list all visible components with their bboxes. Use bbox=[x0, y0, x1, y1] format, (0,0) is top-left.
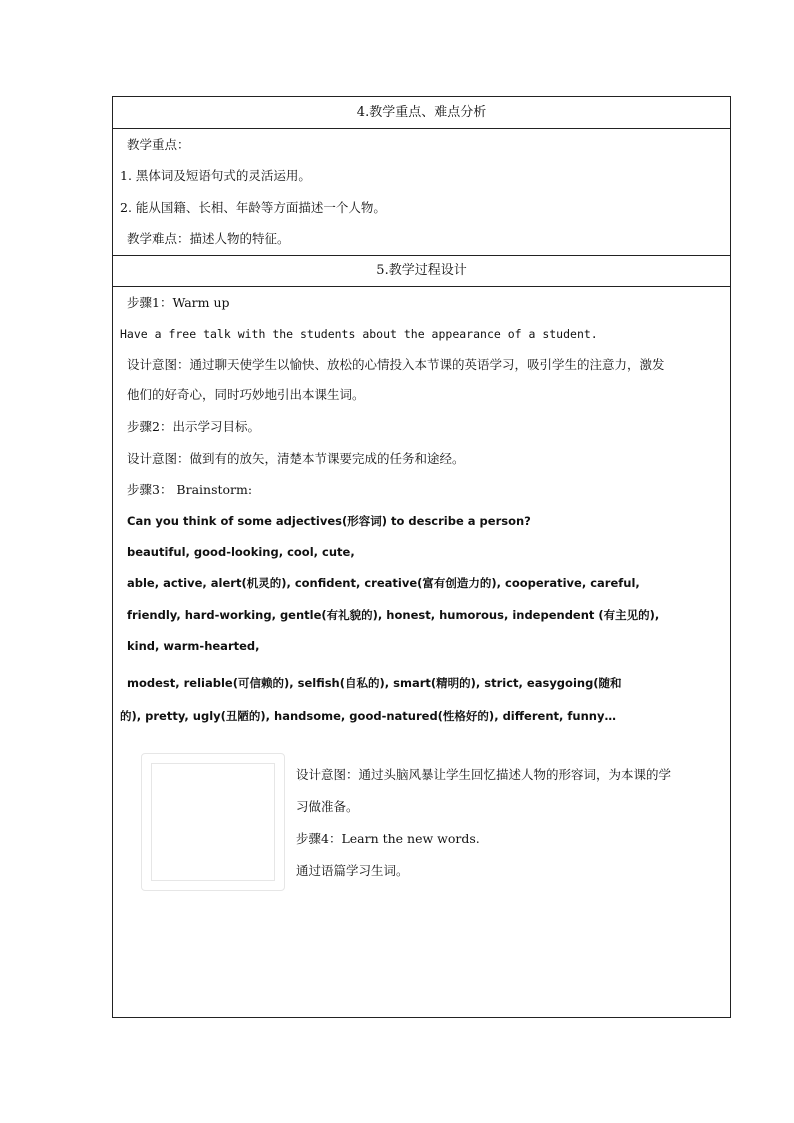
focus-item-1: 1. 黑体词及短语句式的灵活运用。 bbox=[120, 168, 311, 183]
adjectives-line-6: 的), pretty, ugly(丑陋的), handsome, good-natured(性格好的), different, funny… bbox=[120, 709, 616, 723]
design2-text: 设计意图：做到有的放矢，清楚本节课要完成的任务和途经。 bbox=[127, 451, 465, 466]
step2-heading: 步骤2：出示学习目标。 bbox=[127, 419, 260, 434]
step1-text: Have a free talk with the students about the appearance of a student. bbox=[120, 327, 598, 341]
step1-heading: 步骤1：Warm up bbox=[127, 295, 230, 310]
divider bbox=[113, 286, 730, 287]
adjectives-line-2: able, active, alert(机灵的), confident, creative(富有创造力的), cooperative, careful, bbox=[127, 576, 640, 590]
adjectives-line-4: kind, warm-hearted, bbox=[127, 639, 260, 653]
adjectives-line-1: beautiful, good-looking, cool, cute, bbox=[127, 545, 355, 559]
design1-line-b: 他们的好奇心，同时巧妙地引出本课生词。 bbox=[127, 387, 365, 402]
divider bbox=[113, 255, 730, 256]
section5-title: 5.教学过程设计 bbox=[376, 263, 467, 278]
design3-line-b: 习做准备。 bbox=[296, 799, 359, 814]
difficulty-text: 教学难点：描述人物的特征。 bbox=[127, 231, 290, 246]
design3-line-a: 设计意图：通过头脑风暴让学生回忆描述人物的形容词，为本课的学 bbox=[296, 767, 672, 782]
step3-heading: 步骤3： Brainstorm: bbox=[127, 482, 253, 497]
step4-heading: 步骤4：Learn the new words. bbox=[296, 831, 480, 846]
image-placeholder bbox=[141, 753, 285, 891]
adjectives-line-5: modest, reliable(可信赖的), selfish(自私的), smart(精明的), strict, easygoing(随和 bbox=[127, 676, 622, 690]
focus-label: 教学重点： bbox=[127, 137, 190, 152]
section4-title: 4.教学重点、难点分析 bbox=[356, 105, 487, 120]
divider bbox=[113, 128, 730, 129]
lesson-table bbox=[112, 96, 731, 1018]
adjectives-question: Can you think of some adjectives(形容词) to describe a person? bbox=[127, 514, 531, 528]
focus-item-2: 2. 能从国籍、长相、年龄等方面描述一个人物。 bbox=[120, 200, 386, 215]
design1-line-a: 设计意图：通过聊天使学生以愉快、放松的心情投入本节课的英语学习，吸引学生的注意力，激发 bbox=[127, 357, 665, 372]
adjectives-line-3: friendly, hard-working, gentle(有礼貌的), honest, humorous, independent (有主见的), bbox=[127, 608, 660, 622]
step4-text: 通过语篇学习生词。 bbox=[296, 863, 409, 878]
image-placeholder-inner bbox=[151, 763, 275, 881]
